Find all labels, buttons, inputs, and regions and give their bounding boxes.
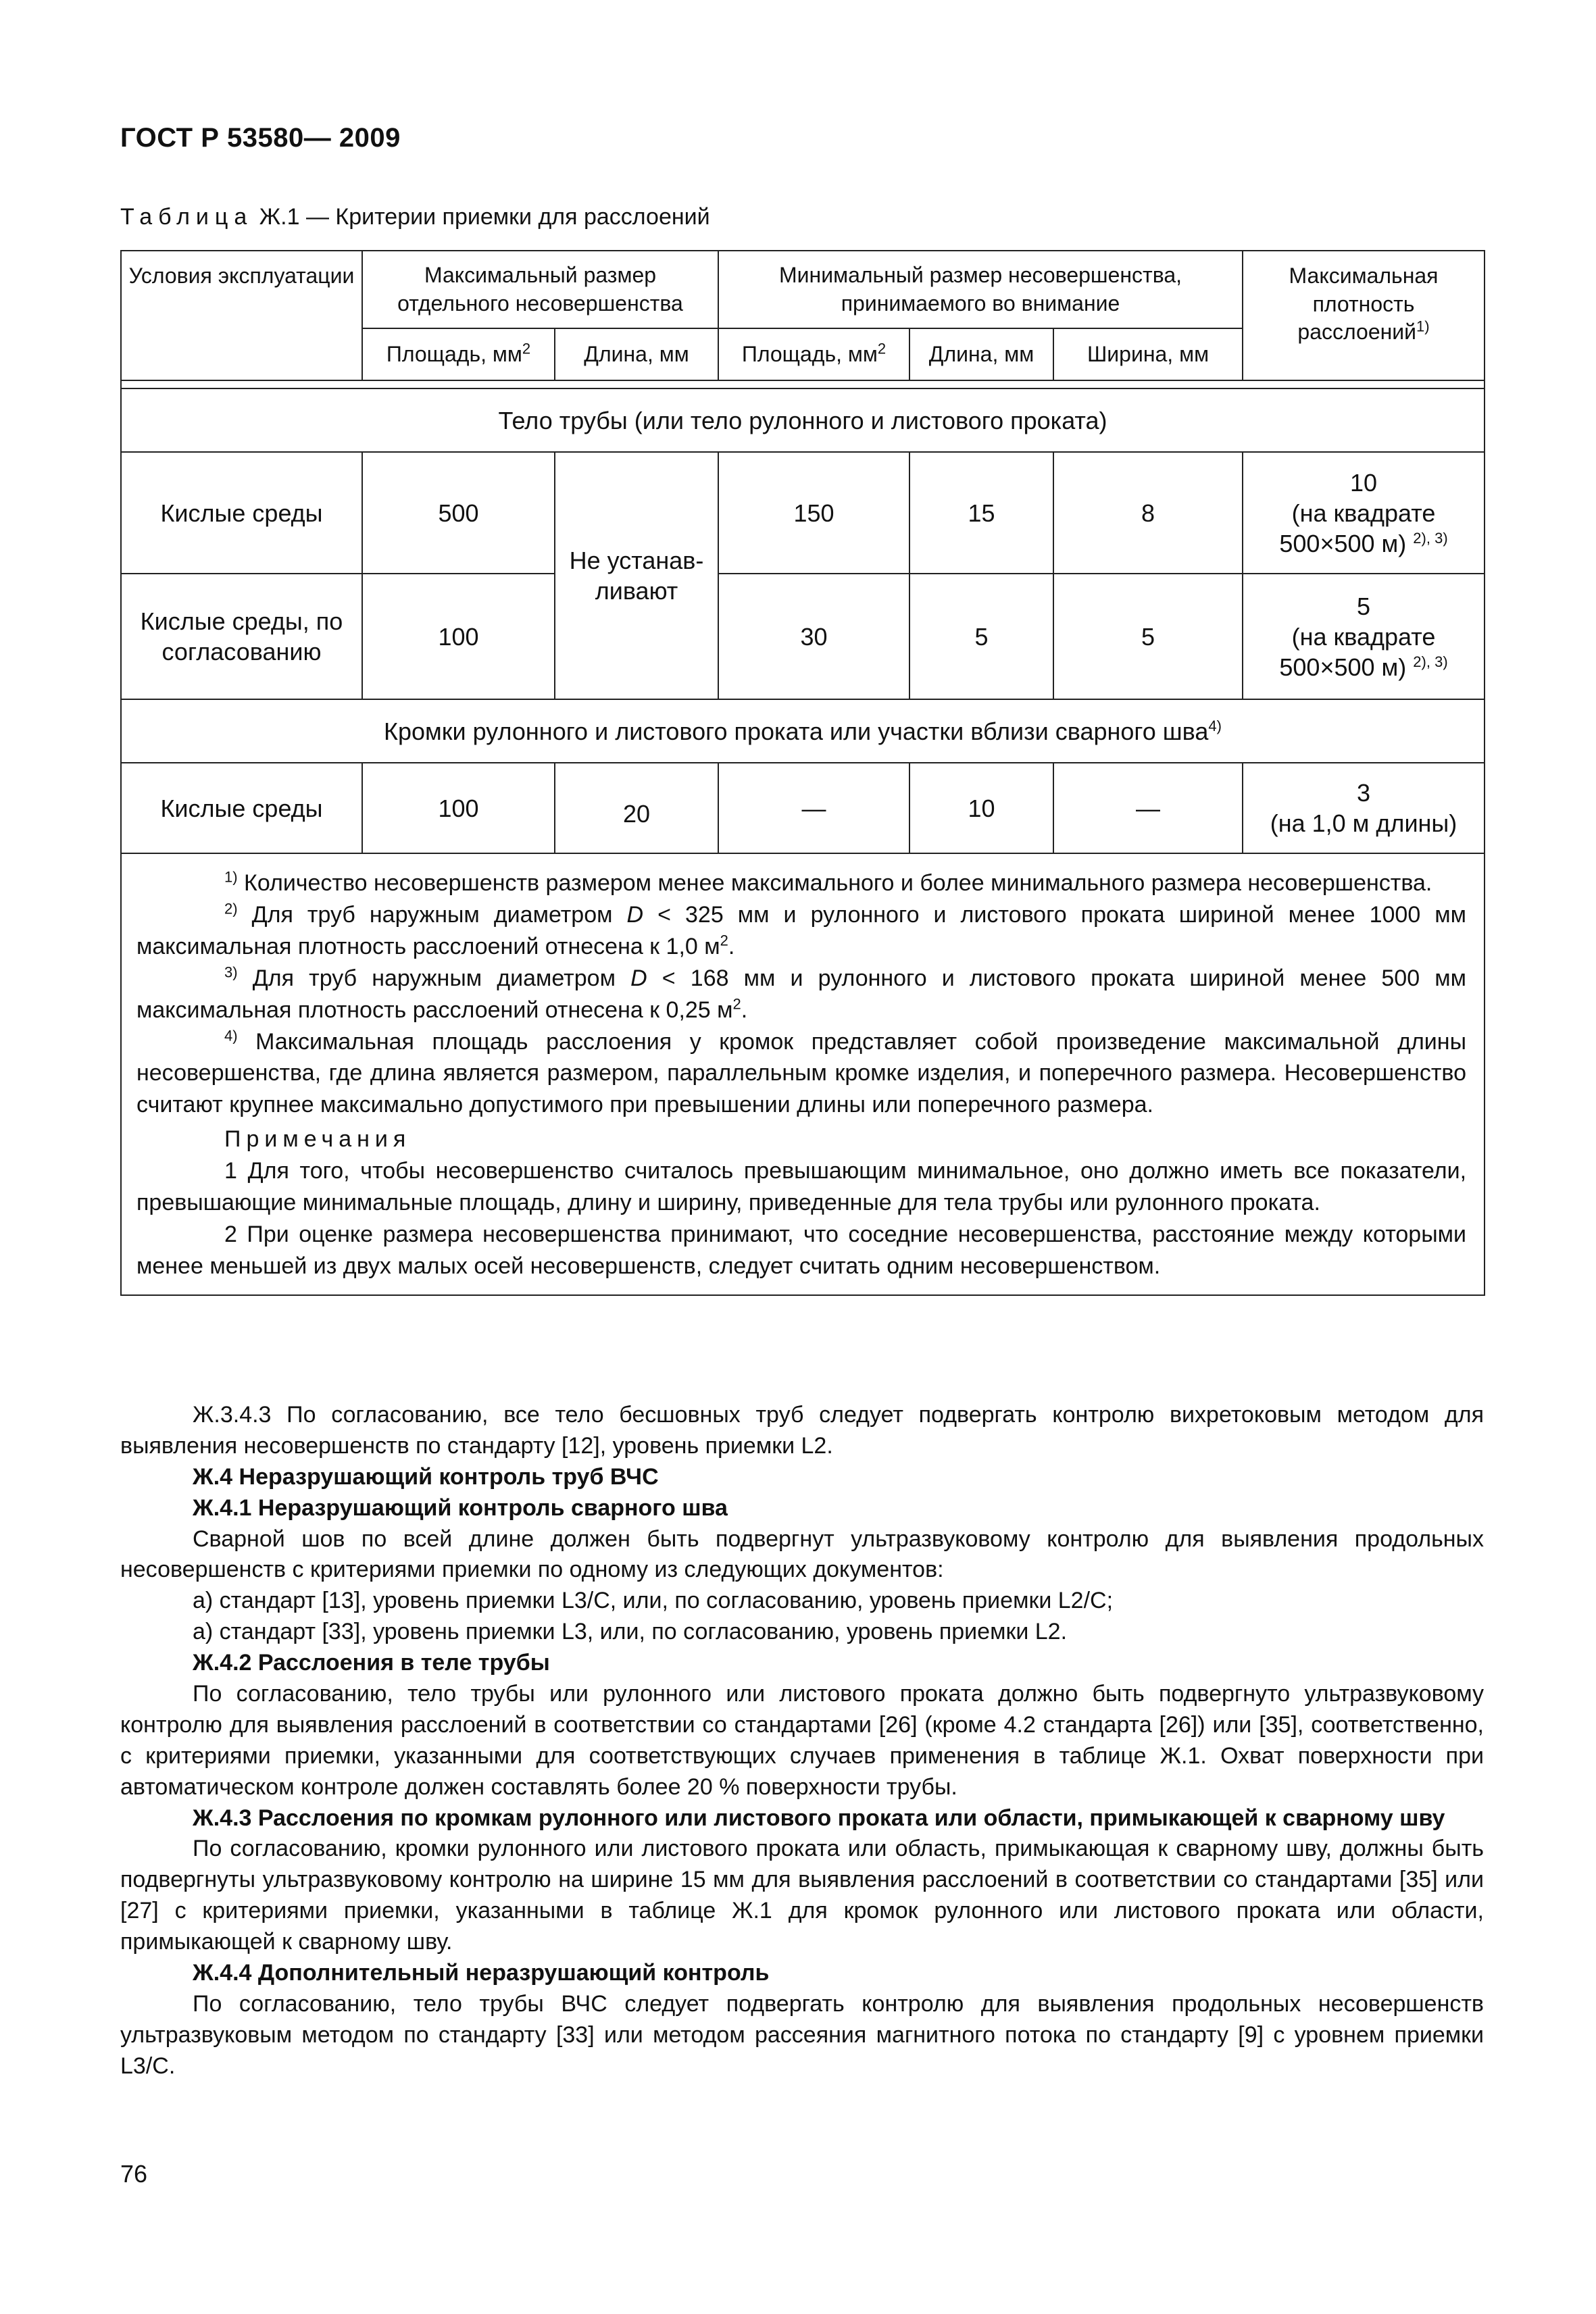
paragraph: По согласованию, кромки рулонного или листового проката или область, примыкающая к сварному шву, должны быть подвергнуты ультразвуковому контролю на ширине 15 мм для выявления расслоений в соответствии со стандартами [35] или [27] с критериями приемки, указанными в таблице Ж.1 для кромок рулонного или листового проката или области, примыкающей к сварному шву. (120, 1836, 1484, 1955)
table-row (121, 763, 1485, 853)
cell-max-area: 100 (362, 763, 555, 853)
table-caption-title: Ж.1 — Критерии приемки для расслоений (253, 204, 710, 230)
subheader-area-min: Площадь, $мм^2$ (718, 328, 909, 380)
table-caption-prefix: Таблица (120, 204, 253, 230)
subheader-width-min: Ширина, мм (1053, 328, 1243, 380)
footnote-1: $^{1)}$ Количество несовершенств размером менее максимального и более минимального размера несовершенства. (224, 868, 1432, 896)
list-item: а) стандарт [13], уровень приемки L3/C, или, по согласованию, уровень приемки L2/C; (193, 1588, 1114, 1614)
header-max-size: Максимальный размер отдельного несовершенства (362, 251, 718, 328)
table-row (121, 574, 1485, 699)
cell-max-length: 20 (555, 763, 718, 853)
header-min-size: Минимальный размер несовершенства, принимаемого во внимание (718, 251, 1243, 328)
list-item: а) стандарт [33], уровень приемки L3, или, по согласованию, уровень приемки L2. (193, 1619, 1068, 1645)
paragraph: Сварной шов по всей длине должен быть подвергнут ультразвуковому контролю для выявления продольных несовершенств с критериями приемки по одному из следующих документов: (120, 1526, 1484, 1583)
table-footnotes (121, 853, 1485, 1295)
section-title-edges: Кромки рулонного и листового проката или участки вблизи сварного шва$^{4)}$ (121, 699, 1485, 763)
cell-max-length: Не устанавливают (555, 452, 718, 699)
cell-min-width: 5 (1053, 574, 1243, 699)
cell-conditions: Кислые среды (121, 452, 362, 574)
footnote-4: $^{4)}$ Максимальная площадь расслоения у кромок представляет собой произведение максимальной длины несовершенства, где длина является размером, параллельным кромке изделия, и поперечного размера. Несовершенство считают крупнее максимально допустимого при превышении длины или поперечного размера. (136, 1027, 1467, 1118)
table-header-row (121, 251, 1485, 328)
cell-conditions: Кислые среды (121, 763, 362, 853)
header-conditions: Условия эксплуатации (121, 251, 362, 380)
subsection-heading: Ж.4.3 Расслоения по кромкам рулонного или листового проката или области, примыкающей к сварному шву (193, 1805, 1445, 1831)
subsection-heading: Ж.4.1 Неразрушающий контроль сварного шва (193, 1494, 728, 1521)
table-row (121, 452, 1485, 574)
subsection-heading: Ж.4.2 Расслоения в теле трубы (193, 1650, 550, 1676)
subheader-length-min: Длина, мм (909, 328, 1053, 380)
cell-min-width: — (1053, 763, 1243, 853)
table-caption (120, 204, 710, 230)
footnote-2: $^{2)}$ Для труб наружным диаметром D < 325 мм и рулонного и листового проката шириной менее 1000 мм максимальная плотность расслоений отнесена к 1,0 $м^2$. (136, 900, 1467, 959)
section-title-pipe-body: Тело трубы (или тело рулонного и листового проката) (121, 388, 1485, 452)
subsection-heading: Ж.4.4 Дополнительный неразрушающий контроль (193, 1960, 770, 1986)
cell-max-area: 500 (362, 452, 555, 574)
paragraph: По согласованию, тело трубы ВЧС следует подвергать контролю для выявления продольных несовершенств ультразвуковым методом по стандарту [33] или методом рассеяния магнитного потока по стандарту [9] с уровнем приемки L3/C. (120, 1990, 1484, 2079)
cell-max-density: 10 (на квадрате 500×500 м) $^{2), 3)}$ (1243, 452, 1485, 574)
table-notes-row (121, 853, 1485, 1295)
paragraph: По согласованию, тело трубы или рулонного или листового проката должно быть подвергнуто ультразвуковому контролю для выявления расслоений в соответствии со стандартами [26] (кроме 4.2 стандарта [26]) или [35], соответственно, с критериями приемки, указанными для соответствующих случаев применения в таблице Ж.1. Охват поверхности при автоматическом контроле должен составлять более 20 % поверхности трубы. (120, 1681, 1484, 1800)
cell-conditions: Кислые среды, по согласованию (121, 574, 362, 699)
cell-min-width: 8 (1053, 452, 1243, 574)
cell-max-density: 5 (на квадрате 500×500 м) $^{2), 3)}$ (1243, 574, 1485, 699)
document-code: ГОСТ Р 53580— 2009 (120, 123, 401, 153)
cell-min-length: 15 (909, 452, 1053, 574)
acceptance-criteria-table (120, 250, 1485, 1296)
footnote-3: $^{3)}$ Для труб наружным диаметром D < 168 мм и рулонного и листового проката шириной менее 500 мм максимальная плотность расслоений отнесена к 0,25 $м^2$. (136, 963, 1467, 1023)
cell-min-length: 5 (909, 574, 1053, 699)
cell-max-density: 3 (на 1,0 м длины) (1243, 763, 1485, 853)
cell-min-area: 30 (718, 574, 909, 699)
subheader-area-max: Площадь, $мм^2$ (362, 328, 555, 380)
notes-title: Примечания (224, 1126, 412, 1153)
cell-max-area: 100 (362, 574, 555, 699)
table-header-separator (121, 380, 1485, 388)
note-2: 2 При оценке размера несовершенства принимают, что соседние несовершенства, расстояние между которыми менее меньшей из двух малых осей несовершенств, следует считать одним несовершенством. (136, 1221, 1467, 1279)
cell-min-length: 10 (909, 763, 1053, 853)
cell-min-area: — (718, 763, 909, 853)
paragraph: Ж.3.4.3 По согласованию, все тело бесшовных труб следует подвергать контролю вихретоковым методом для выявления несовершенств по стандарту [12], уровень приемки L2. (120, 1402, 1484, 1459)
table-section-pipe-body (121, 388, 1485, 452)
header-max-density: Максимальная плотность расслоений$^{1)}$ (1243, 251, 1485, 380)
subheader-length-max: Длина, мм (555, 328, 718, 380)
cell-min-area: 150 (718, 452, 909, 574)
table-section-edges (121, 699, 1485, 763)
page-number: 76 (120, 2160, 148, 2188)
document-body (120, 1400, 1484, 2082)
note-1: 1 Для того, чтобы несовершенство считалось превышающим минимальное, оно должно иметь все показатели, превышающие минимальные площадь, длину и ширину, приведенные для тела трубы или рулонного проката. (136, 1158, 1467, 1216)
section-heading: Ж.4 Неразрушающий контроль труб ВЧС (193, 1463, 659, 1490)
